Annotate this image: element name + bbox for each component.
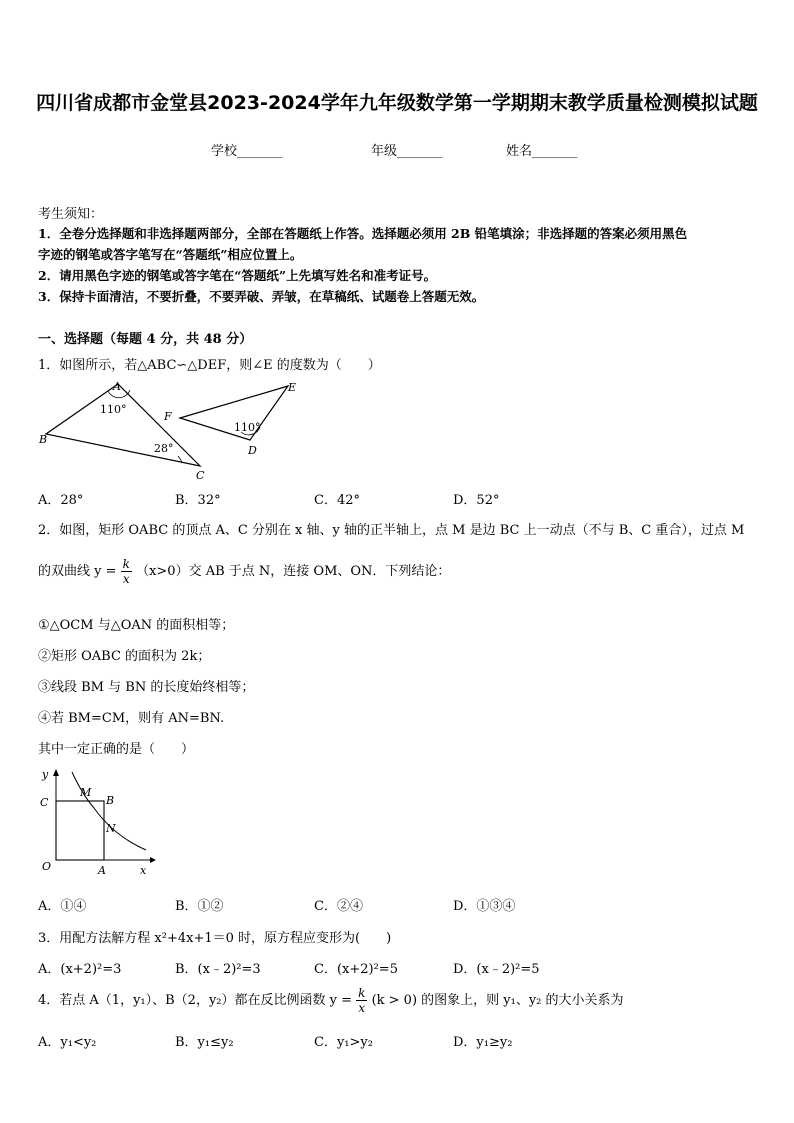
label-b: B bbox=[39, 433, 48, 446]
q2-option-b: B．①② bbox=[175, 899, 224, 914]
q3-option-d: D．(x﹣2)²=5 bbox=[453, 962, 540, 977]
q2-statement-3: ③线段 BM 与 BN 的长度始终相等； bbox=[38, 680, 255, 695]
q2-fraction-num: k bbox=[122, 557, 130, 571]
triangle-abc bbox=[46, 384, 200, 466]
label-y: y bbox=[42, 768, 49, 781]
q2-rectangle-hyperbola-figure bbox=[34, 764, 158, 882]
label-d: D bbox=[248, 444, 257, 457]
label-m: M bbox=[80, 786, 92, 799]
q1-text: 1．如图所示，若△ABC∽△DEF，则∠E 的度数为（ ） bbox=[38, 358, 381, 373]
notice-line-1b: 字迹的钢笔或答字笔写在“答题纸”相应位置上。 bbox=[38, 247, 303, 262]
notice-line-3: 3．保持卡面清洁，不要折叠，不要弄破、弄皱，在草稿纸、试题卷上答题无效。 bbox=[38, 289, 485, 304]
label-c: C bbox=[196, 469, 205, 482]
label-n: N bbox=[106, 822, 116, 835]
q2-line-2b: （x>0）交 AB 于点 N，连接 OM、ON．下列结论： bbox=[136, 564, 451, 579]
q1-option-a: A．28° bbox=[38, 493, 84, 508]
q2-option-a: A．①④ bbox=[38, 899, 87, 914]
label-a: A bbox=[113, 380, 121, 393]
label-c: C bbox=[40, 796, 49, 809]
q4-fraction bbox=[356, 986, 367, 1015]
hyperbola-curve bbox=[72, 772, 146, 850]
label-f: F bbox=[164, 410, 172, 423]
x-axis-arrow bbox=[150, 857, 156, 863]
q1-option-c: C．42° bbox=[314, 493, 360, 508]
school-field: 学校_______ bbox=[211, 144, 283, 159]
q4-fraction-num: k bbox=[358, 986, 366, 1000]
y-axis-arrow bbox=[53, 769, 59, 776]
angle-c-label: 28° bbox=[154, 442, 174, 455]
q2-option-d: D．①③④ bbox=[453, 899, 516, 914]
q4-option-b: B．y₁≤y₂ bbox=[175, 1035, 234, 1050]
angle-d-label: 110° bbox=[234, 421, 261, 434]
section-heading: 一、选择题（每题 4 分，共 48 分） bbox=[38, 332, 253, 347]
notice-heading: 考生须知： bbox=[38, 207, 104, 222]
label-o: O bbox=[42, 860, 52, 873]
q4-option-a: A．y₁<y₂ bbox=[38, 1035, 97, 1050]
q3-text: 3．用配方法解方程 x²+4x+1＝0 时，原方程应变形为( ) bbox=[38, 931, 392, 946]
q3-option-c: C．(x+2)²=5 bbox=[314, 962, 398, 977]
q2-option-c: C．②④ bbox=[314, 899, 363, 914]
q2-statement-4: ④若 BM=CM，则有 AN=BN. bbox=[38, 711, 225, 726]
q2-line-2 bbox=[38, 557, 450, 587]
q2-statement-2: ②矩形 OABC 的面积为 2k； bbox=[38, 649, 211, 664]
q4-option-d: D．y₁≥y₂ bbox=[453, 1035, 513, 1050]
q1-option-b: B．32° bbox=[175, 493, 221, 508]
q2-ask: 其中一定正确的是（ ） bbox=[38, 742, 195, 757]
q2-fraction-den: x bbox=[122, 572, 130, 586]
q3-option-b: B．(x﹣2)²=3 bbox=[175, 962, 261, 977]
label-a: A bbox=[98, 864, 106, 877]
q2-fraction bbox=[121, 557, 132, 586]
name-field: 姓名_______ bbox=[506, 144, 578, 159]
notice-line-2: 2．请用黑色字迹的钢笔或答字笔在“答题纸”上先填写姓名和准考证号。 bbox=[38, 268, 437, 283]
q4-text-b: (k > 0) 的图象上，则 y₁、y₂ 的大小关系为 bbox=[371, 993, 624, 1008]
grade-field: 年级_______ bbox=[371, 144, 443, 159]
q3-option-a: A．(x+2)²=3 bbox=[38, 962, 122, 977]
q4-fraction-den: x bbox=[358, 1001, 366, 1015]
q2-line-1: 2．如图，矩形 OABC 的顶点 A、C 分别在 x 轴、y 轴的正半轴上，点 M 是边 BC 上一动点（不与 B、C 重合），过点 M bbox=[38, 523, 745, 538]
q4-text-a: 4．若点 A（1，y₁）、B（2，y₂）都在反比例函数 y = bbox=[38, 993, 352, 1008]
q4-option-c: C．y₁>y₂ bbox=[314, 1035, 373, 1050]
page-title: 四川省成都市金堂县2023-2024学年九年级数学第一学期期末教学质量检测模拟试题 bbox=[36, 92, 758, 114]
label-e: E bbox=[288, 381, 297, 394]
angle-a-label: 110° bbox=[100, 403, 127, 416]
q4-text bbox=[38, 986, 624, 1016]
q1-option-d: D．52° bbox=[453, 493, 500, 508]
label-b: B bbox=[106, 794, 115, 807]
rectangle-oabc bbox=[56, 801, 104, 860]
q2-line-2a: 的双曲线 y = bbox=[38, 564, 117, 579]
notice-line-1a: 1．全卷分选择题和非选择题两部分，全部在答题纸上作答。选择题必须用 2B 铅笔填涂；非选择题的答案必须用黑色 bbox=[38, 226, 688, 241]
label-x: x bbox=[140, 864, 147, 877]
q1-triangles-figure bbox=[36, 376, 306, 486]
q2-statement-1: ①△OCM 与△OAN 的面积相等； bbox=[38, 618, 235, 633]
